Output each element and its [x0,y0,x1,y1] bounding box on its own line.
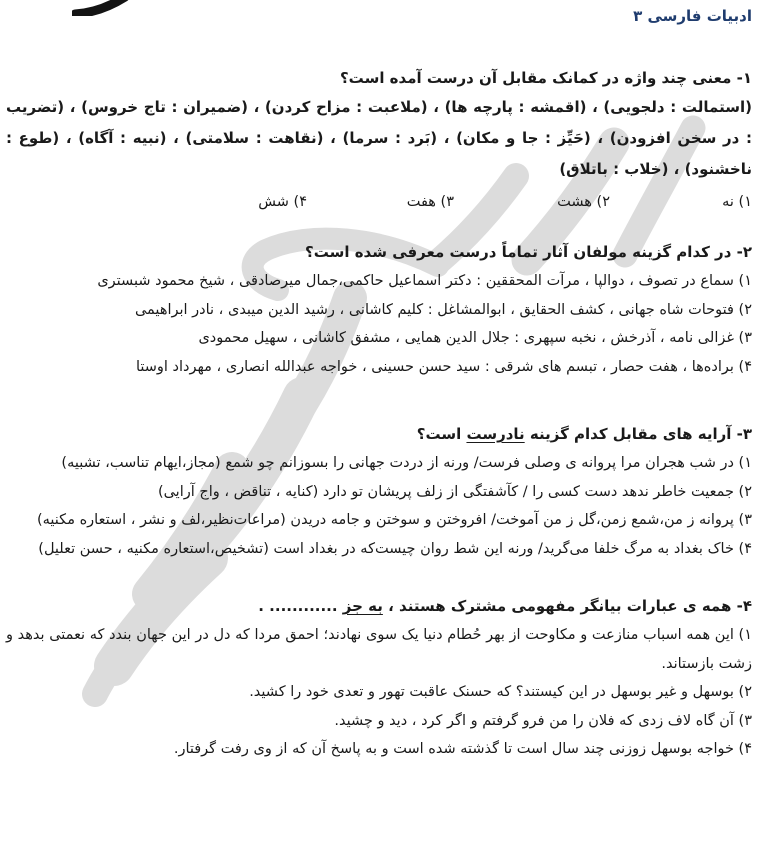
option-1: ۱) در شب هجران مرا پروانه ی وصلی فرست/ ورنه از دردت جهانی را بسوزانم چو شمع (مجاز،ایهام تناسب، تشبیه) [61,455,752,471]
question-3-heading-suffix: است؟ [416,425,467,443]
question-4-heading-prefix: ۴- همه ی عبارات بیانگر مفهومی مشترک هستند ، [382,597,752,615]
question-3-heading [6,423,752,445]
question-4-heading-underlined: به جز [342,597,383,615]
question-2 [6,241,752,381]
question-4 [6,595,752,764]
option-4: ۴) خاک بغداد به مرگ خلفا می‌گرید/ ورنه این شط روان چیست‌که در بغداد است (تشخیص،استعاره مکنیه ، حسن تعلیل) [38,540,752,557]
question-4-heading [6,595,752,617]
choice-3: ۳) هفت [406,194,454,210]
question-2-heading: ۲- در کدام گزینه مولفان آثار تماماً درست معرفی شده است؟ [305,243,752,261]
question-1-heading: ۱- معنی چند واژه در کمانک مقابل آن درست آمده است؟ [339,69,752,87]
choice-1: ۱) نه [722,194,752,210]
option-2: ۲) جمعیت خاطر ندهد دست کسی را / کآشفتگی از زلف پریشان تو دارد (کنایه ، تناقض ، واج آرایی) [157,483,752,500]
question-3-options [6,449,752,563]
option-3: ۳) آن گاه لاف زدی که فلان را من فرو گرفتم و اگر کرد ، دید و چشید. [334,712,752,729]
option-1: ۱) این همه اسباب منازعت و مکاوحت از بهر حُطام دنیا یک سوی نهادند؛ احمق مردا که دل در این جهان بندد که نعمتی بدهد و زشت بازستاند. [6,627,752,672]
option-4: ۴) براده‌ها ، هفت حصار ، تبسم های شرقی : سید حسن حسینی ، خواجه عبدالله انصاری ، مهرداد اوستا [135,358,752,375]
option-3: ۳) غزالی نامه ، آذرخش ، نخبه سپهری : جلال الدین همایی ، مشفق کاشانی ، سهیل محمودی [198,330,752,346]
question-3 [6,423,752,563]
option-2: ۲) بوسهل و غیر بوسهل در این کیستند؟ که حسنک عاقبت تهور و تعدی خود را کشید. [249,684,752,700]
question-4-heading-suffix: ............ . [258,597,343,615]
option-1: ۱) سماع در تصوف ، دوالپا ، مرآت المحققین : دکتر اسماعیل حاکمی،جمال میرصادقی ، شیخ محمود شبستری [97,273,752,289]
question-2-options [6,267,752,381]
page-title: ادبیات فارسی ۳ [633,7,752,25]
option-3: ۳) پروانه ز من،شمع زمن،گل ز من آموخت/ افروختن و سوختن و جامه دریدن (مراعات‌نظیر،لف و نشر ، استعاره مکنیه) [37,512,752,528]
question-1-word-list: (استمالت : دلجویی) ، (اقمشه : پارچه ها) ، (ملاعبت : مزاح کردن) ، (ضمیران : تاج خروس) ، (تضریب : در سخن افزودن) ، (حَیِّز : جا و مکان) ، (بَرد : سرما) ، (نقاهت : سلامتی) ، (نبیه : آگاه) ، (طوع : ناخشنود) ، (خلاب : باتلاق) [6,98,752,178]
question-3-heading-prefix: ۳- آرایه های مقابل کدام گزینه [524,425,752,443]
option-4: ۴) خواجه بوسهل زوزنی چند سال است تا گذشته شده است و به پاسخ آن که از وی رفت گرفتار. [173,741,752,757]
choice-2: ۲) هشت [557,194,610,210]
question-1-choices [6,189,752,215]
question-1 [6,67,752,215]
question-4-options [6,621,752,764]
question-3-heading-underlined: نادرست [466,425,525,443]
choice-4: ۴) شش [258,194,307,210]
option-2: ۲) فتوحات شاه جهانی ، کشف الحقایق ، ابوالمشاغل : کلیم کاشانی ، رشید الدین میبدی ، نادر ابراهیمی [134,301,752,318]
